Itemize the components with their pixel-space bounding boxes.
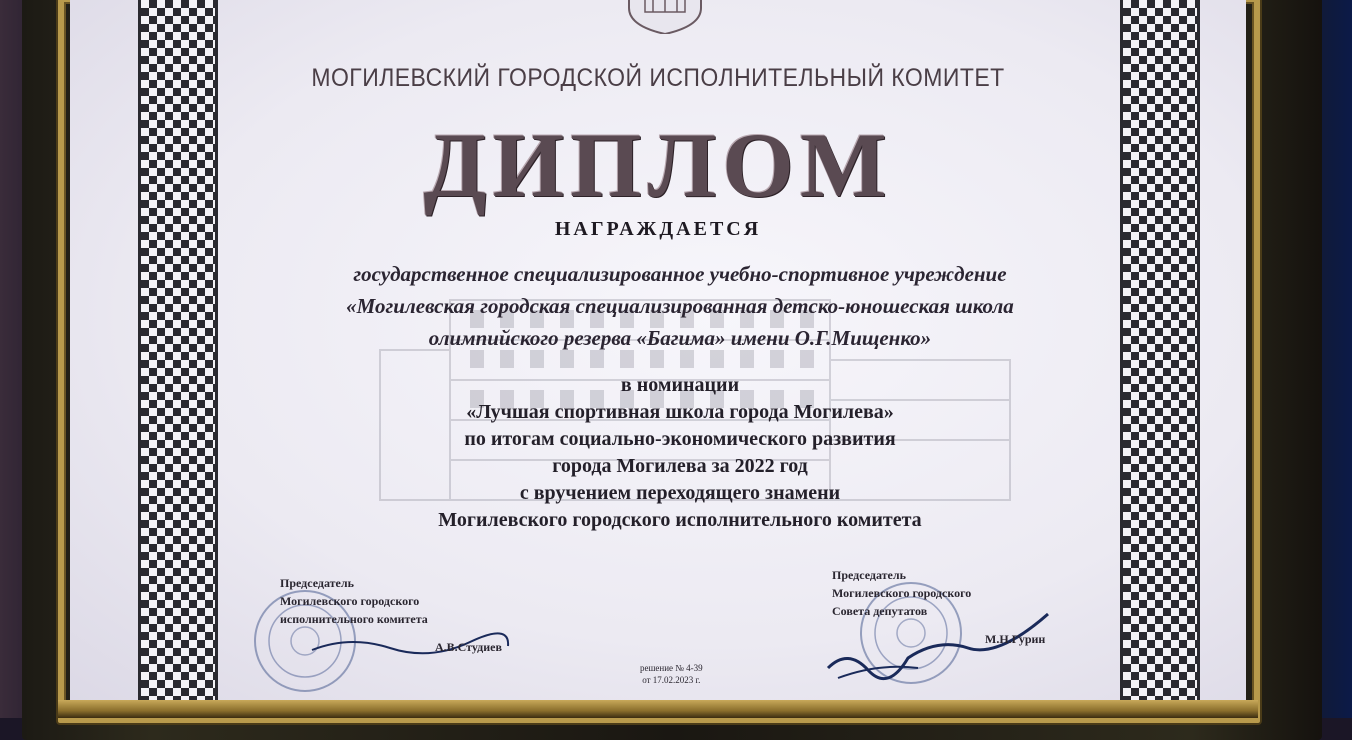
signatory-right-line: Совета депутатов: [832, 604, 928, 618]
organization-line: олимпийского резерва «Багима» имени О.Г.Мищенко»: [428, 326, 932, 350]
nomination-line: «Лучшая спортивная школа города Могилева»: [466, 401, 894, 423]
signatory-left-line: Могилевского городского: [280, 594, 420, 608]
decision-reference: [640, 662, 703, 686]
nomination-line: в номинации: [620, 374, 740, 396]
signatory-left-title: [280, 574, 428, 628]
nomination-line: по итогам социально-экономического развития: [464, 428, 896, 450]
organization-name: [240, 258, 1120, 354]
signatory-right-line: Могилевского городского: [832, 586, 972, 600]
nomination-line: с вручением переходящего знамени: [519, 482, 841, 504]
signatory-right-line: Председатель: [832, 568, 906, 582]
signatory-left-name: А.В.Студиев: [435, 640, 502, 654]
awarded-label: НАГРАЖДАЕТСЯ: [554, 218, 762, 240]
city-coat-of-arms-icon: [625, 0, 705, 34]
issuer-header: МОГИЛЕВСКИЙ ГОРОДСКОЙ ИСПОЛНИТЕЛЬНЫЙ КОМИТЕТ: [311, 64, 1005, 92]
nomination-line: города Могилева за 2022 год: [552, 455, 808, 477]
decision-number: решение № 4-39: [640, 663, 703, 673]
signature-right: [818, 608, 1058, 688]
signatory-left-line: исполнительного комитета: [280, 612, 428, 626]
nomination-text: [370, 372, 990, 534]
signatory-right-name: М.Н.Гурин: [985, 632, 1046, 646]
organization-line: «Могилевская городская специализированная детско-юношеская школа: [346, 294, 1014, 318]
signatory-left-line: Председатель: [280, 576, 354, 590]
nomination-line: Могилевского городского исполнительного комитета: [438, 509, 922, 531]
ornament-border-left: [138, 0, 218, 700]
frame-bottom-edge: [58, 700, 1258, 718]
diploma-title: ДИПЛОМ: [423, 114, 893, 216]
decision-date: от 17.02.2023 г.: [642, 675, 701, 685]
ornament-border-right: [1120, 0, 1200, 700]
organization-line: государственное специализированное учебно-спортивное учреждение: [353, 262, 1007, 286]
diploma-sheet: [70, 0, 1246, 700]
